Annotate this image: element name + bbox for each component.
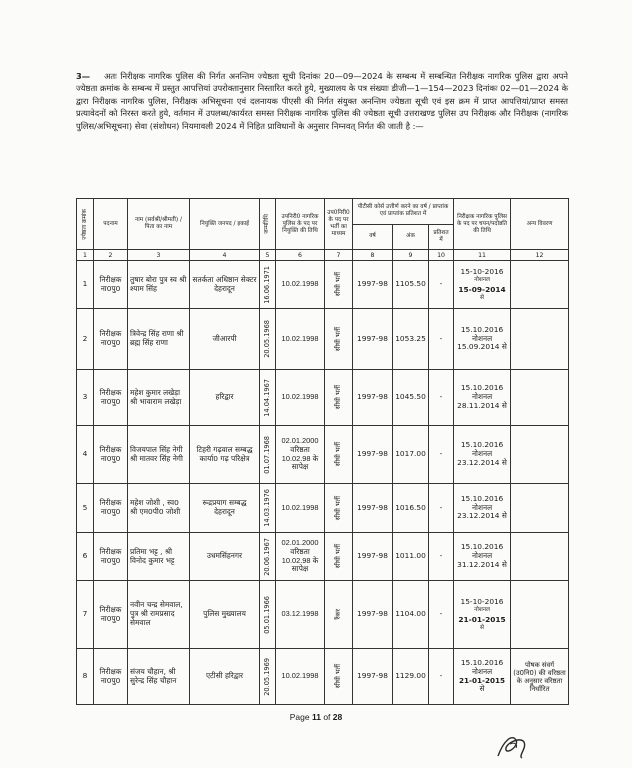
cell-sno: 7	[77, 581, 94, 649]
cell-marks: 1045.50	[393, 370, 429, 426]
cell-mode: सीधी भर्ती	[325, 649, 353, 705]
cell-percent: -	[429, 370, 454, 426]
cell-other: पोषक संवर्ग (उ0नि0) की वरिष्ठता के अनुसार वरिष्ठता निर्धारित	[511, 649, 569, 705]
cell-unit: टिहरी गढ़वाल सम्बद्ध कार्या0 गढ़ परिक्षेत्र	[190, 426, 260, 484]
cell-rank: निरीक्षक ना0पु0	[94, 370, 128, 426]
header-recruitment-mode: उप0निरी0 के पद पर भर्ती का माध्यम	[325, 199, 353, 250]
cell-promotion: 15.10.2016 नोशनल 23.12.2014 से	[454, 426, 511, 484]
header-year: वर्ष	[353, 224, 393, 250]
cell-mode: सीधी भर्ती	[325, 370, 353, 426]
cell-promotion: 15-10-2016 नोशनल 15-09-2014 से	[454, 261, 511, 309]
cell-rank: निरीक्षक ना0पु0	[94, 426, 128, 484]
cell-unit: एटीसी हरिद्वार	[190, 649, 260, 705]
cell-mode: सीधी भर्ती	[325, 261, 353, 309]
cell-dob: 14.04.1967	[260, 370, 276, 426]
cell-name: महेश कुमार लखेड़ा श्री भावाराम लखेड़ा	[128, 370, 190, 426]
cell-promotion: 15.10.2016 नोशनल 21-01-2015 से	[454, 649, 511, 705]
cell-other	[511, 484, 569, 533]
col-number: 6	[276, 250, 325, 261]
cell-unit: पुलिस मुख्यालय	[190, 581, 260, 649]
paragraph-text: अतः निरीक्षक नागरिक पुलिस की निर्गत अनन्तिम ज्येष्ठता सूची दिनांकः 20—09—2024 के सम्बन्ध में सम्बन्धित निरीक्षक नागरिक पुलिस द्वारा अपने ज्येष्ठता क्रमांक के सम्बन्ध में प्रस्तुत आपत्तियां उपरोक्तानुसार निस्तारित करते हुये, मुख्यालय के पत्र संख्याः डीजी—1—154—2023 दिनांकः 02—01—2024 के द्वारा निरीक्षक नागरिक पुलिस, निरीक्षक अभिसूचना एवं दलनायक पीएसी की निर्गत संयुक्त अनन्तिम ज्येष्ठता सूची एवं इस क्रम में प्राप्त आपत्तियां/प्राप्त समस्त प्रत्यावेदनों को निरस्त करते हुये, वर्तमान में उपलब्ध/कार्यरत समस्त निरीक्षक नागरिक पुलिस की ज्येष्ठता सूची उत्तराखण्ड पुलिस उप निरीक्षक और निरीक्षक (नागरिक पुलिस/अभिसूचना) सेवा (संशोधन) नियमावली 2024 में निहित प्राविधानों के अनुसार निम्नवत् निर्गत की जाती है :—	[76, 71, 568, 131]
page-total: 28	[332, 712, 343, 722]
cell-percent: -	[429, 533, 454, 581]
cell-year: 1997-98	[353, 581, 393, 649]
cell-other	[511, 581, 569, 649]
cell-year: 1997-98	[353, 649, 393, 705]
header-rank: पदनाम	[94, 199, 128, 250]
cell-sno: 8	[77, 649, 94, 705]
cell-rank: निरीक्षक ना0पु0	[94, 309, 128, 370]
cell-mode: रैंकर	[325, 581, 353, 649]
cell-appointment: 10.02.1998	[276, 261, 325, 309]
cell-percent: -	[429, 649, 454, 705]
cell-appointment: 02.01.2000 वरिष्ठता 10.02.98 के सापेक्ष	[276, 426, 325, 484]
cell-sno: 2	[77, 309, 94, 370]
cell-marks: 1016.50	[393, 484, 429, 533]
header-name: नाम (सर्वश्री/श्रीमती) / पिता का नाम	[128, 199, 190, 250]
page-current: 11	[311, 712, 321, 722]
cell-rank: निरीक्षक ना0पु0	[94, 484, 128, 533]
col-number: 10	[429, 250, 454, 261]
cell-mode: सीधी भर्ती	[325, 533, 353, 581]
cell-year: 1997-98	[353, 261, 393, 309]
table-row	[77, 649, 569, 705]
cell-name: संजय चौहान, श्री सुरेन्द्र सिंह चौहान	[128, 649, 190, 705]
cell-sno: 5	[77, 484, 94, 533]
cell-unit: सतर्कता अधिष्ठान सेक्टर देहरादून	[190, 261, 260, 309]
cell-dob: 20.05.1968	[260, 309, 276, 370]
cell-other	[511, 309, 569, 370]
cell-appointment: 10.02.1998	[276, 649, 325, 705]
cell-promotion: 15.10.2016 नोशनल 15.09.2014 से	[454, 309, 511, 370]
col-number: 2	[94, 250, 128, 261]
cell-dob: 20.05.1969	[260, 649, 276, 705]
cell-promotion: 15.10.2016 नोशनल 28.11.2014 से	[454, 370, 511, 426]
cell-dob: 01.07.1968	[260, 426, 276, 484]
header-marks: अंक	[393, 224, 429, 250]
cell-year: 1997-98	[353, 533, 393, 581]
cell-marks: 1104.00	[393, 581, 429, 649]
cell-promotion: 15-10-2016 नोशनल 21-01-2015 से	[454, 581, 511, 649]
cell-mode: सीधी भर्ती	[325, 309, 353, 370]
cell-appointment: 02.01.2000 वरिष्ठता 10.02.98 के सापेक्ष	[276, 533, 325, 581]
cell-marks: 1011.00	[393, 533, 429, 581]
header-unit: नियुक्ति जनपद / इकाई	[190, 199, 260, 250]
cell-promotion: 15.10.2016 नोशनल 23.12.2014 से	[454, 484, 511, 533]
cell-year: 1997-98	[353, 309, 393, 370]
cell-year: 1997-98	[353, 426, 393, 484]
cell-rank: निरीक्षक ना0पु0	[94, 261, 128, 309]
col-number: 7	[325, 250, 353, 261]
page-label: Page	[289, 712, 310, 722]
cell-dob: 16.06.1971	[260, 261, 276, 309]
cell-name: त्रिवेन्द्र सिंह राणा श्री ब्रह्म सिंह राणा	[128, 309, 190, 370]
table-row	[77, 370, 569, 426]
col-number: 8	[353, 250, 393, 261]
seniority-table	[76, 198, 569, 705]
cell-name: तुषार बोरा पुत्र स्व श्री श्याम सिंह	[128, 261, 190, 309]
col-number: 1	[77, 250, 94, 261]
page-footer	[0, 712, 632, 722]
cell-unit: हरिद्वार	[190, 370, 260, 426]
cell-percent: -	[429, 309, 454, 370]
paragraph-number: 3—	[76, 71, 91, 81]
header-appointment: उपनिरी0 नागरिक पुलिस के पद पर नियुक्ति की तिथि	[276, 199, 325, 250]
col-number: 3	[128, 250, 190, 261]
cell-other	[511, 533, 569, 581]
cell-dob: 20.06.1967	[260, 533, 276, 581]
cell-unit: रूद्रप्रयाग सम्बद्ध देहरादून	[190, 484, 260, 533]
cell-percent: -	[429, 581, 454, 649]
cell-percent: -	[429, 426, 454, 484]
cell-sno: 3	[77, 370, 94, 426]
cell-sno: 6	[77, 533, 94, 581]
cell-year: 1997-98	[353, 484, 393, 533]
table-row	[77, 484, 569, 533]
signature-mark	[494, 730, 530, 762]
cell-dob: 14.03.1976	[260, 484, 276, 533]
cell-mode: सीधी भर्ती	[325, 484, 353, 533]
cell-name: महेश जोशी , स्व0 श्री एम0पी0 जोशी	[128, 484, 190, 533]
cell-marks: 1105.50	[393, 261, 429, 309]
cell-rank: निरीक्षक ना0पु0	[94, 533, 128, 581]
header-percent: प्रतिशत में	[429, 224, 454, 250]
header-promotion: निरीक्षक नागरिक पुलिस के पद पर चयन/पदोन्नति की तिथि	[454, 199, 511, 250]
cell-sno: 1	[77, 261, 94, 309]
col-number: 11	[454, 250, 511, 261]
cell-promotion: 15.10.2016 नोशनल 31.12.2014 से	[454, 533, 511, 581]
table-row	[77, 309, 569, 370]
column-number-row	[77, 250, 569, 261]
cell-unit: जीआरपी	[190, 309, 260, 370]
cell-marks: 1017.00	[393, 426, 429, 484]
cell-unit: उधमसिंहनगर	[190, 533, 260, 581]
cell-marks: 1129.00	[393, 649, 429, 705]
header-dob: जन्मतिथि	[260, 199, 276, 250]
cell-dob: 05.01.1966	[260, 581, 276, 649]
cell-appointment: 10.02.1998	[276, 370, 325, 426]
cell-appointment: 10.02.1998	[276, 484, 325, 533]
cell-percent: -	[429, 261, 454, 309]
cell-percent: -	[429, 484, 454, 533]
cell-year: 1997-98	[353, 370, 393, 426]
cell-other	[511, 370, 569, 426]
header-other: अन्य विवरण	[511, 199, 569, 250]
cell-sno: 4	[77, 426, 94, 484]
cell-other	[511, 426, 569, 484]
cell-appointment: 10.02.1998	[276, 309, 325, 370]
page-of: of	[323, 712, 331, 722]
cell-name: नवीन चन्द्र सेमवाल, पुत्र श्री रामप्रसाद सेमवाल	[128, 581, 190, 649]
col-number: 5	[260, 250, 276, 261]
table-row	[77, 581, 569, 649]
cell-rank: निरीक्षक ना0पु0	[94, 581, 128, 649]
header-seniority-no: ज्येष्ठता क्रमांक	[77, 199, 94, 250]
table-row	[77, 261, 569, 309]
cell-name: विजयपाल सिंह नेगी श्री मातवर सिंह नेगी	[128, 426, 190, 484]
cell-mode: सीधी भर्ती	[325, 426, 353, 484]
col-number: 12	[511, 250, 569, 261]
table-row	[77, 533, 569, 581]
col-number: 4	[190, 250, 260, 261]
intro-paragraph	[76, 70, 568, 132]
cell-appointment: 03.12.1998	[276, 581, 325, 649]
cell-name: प्रतिमा भट्ट , श्री विनोद कुमार भट्ट	[128, 533, 190, 581]
cell-marks: 1053.25	[393, 309, 429, 370]
col-number: 9	[393, 250, 429, 261]
table-row	[77, 426, 569, 484]
cell-other	[511, 261, 569, 309]
cell-rank: निरीक्षक ना0पु0	[94, 649, 128, 705]
header-ptc-group: पीटीसी कोर्स उत्तीर्ण करने का वर्ष / प्राप्तांक एवं प्राप्तांक प्रतिशत में	[353, 199, 454, 225]
